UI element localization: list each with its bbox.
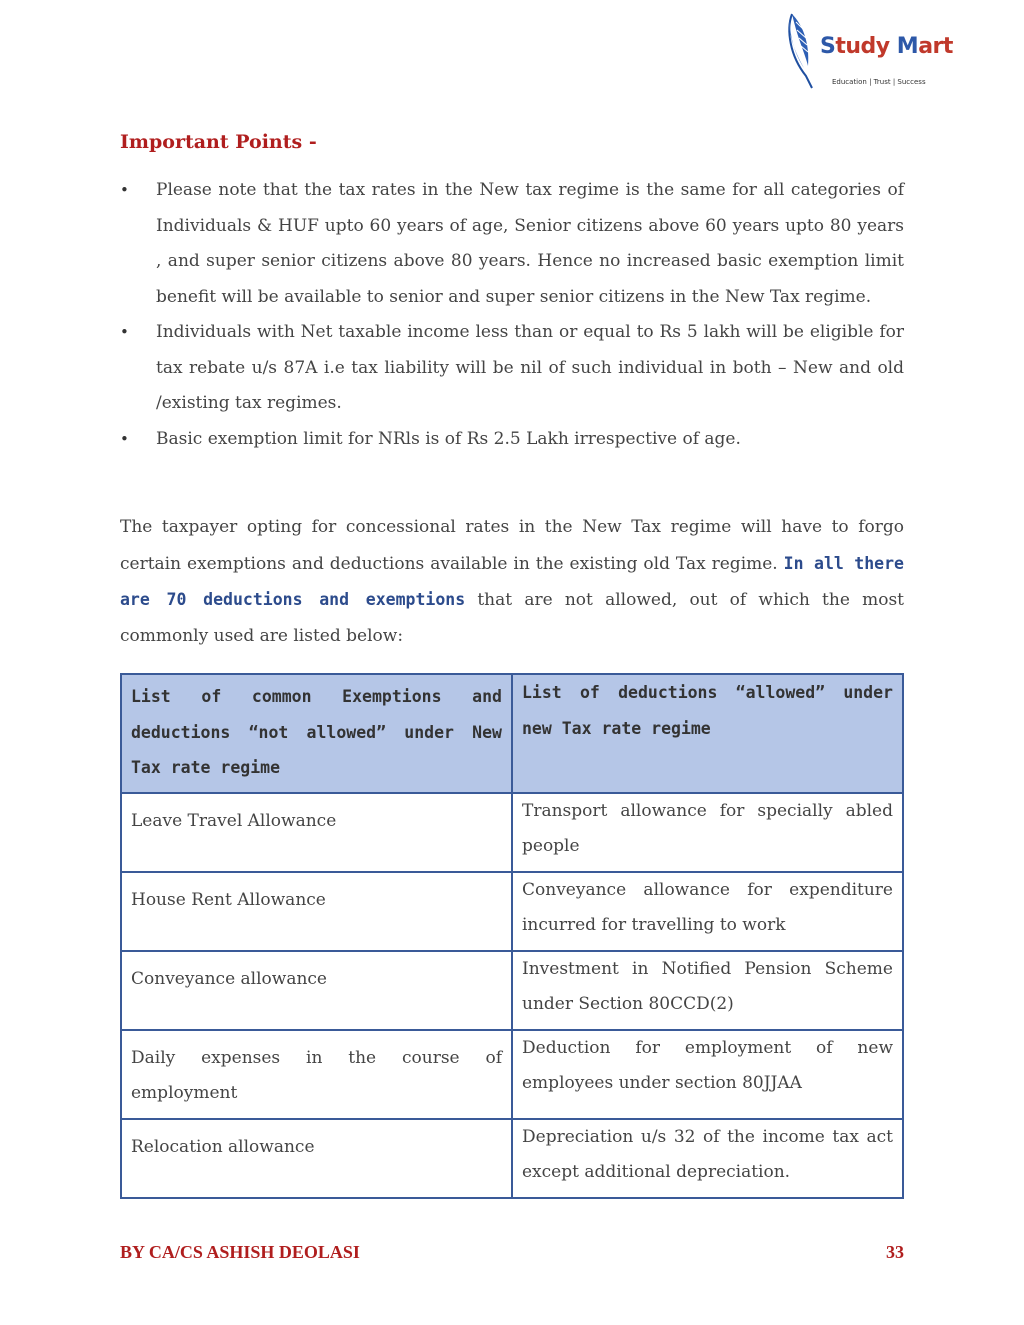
cell-allowed: Depreciation u/s 32 of the income tax act except additional depreciation.	[512, 1119, 903, 1198]
cell-not-allowed: Relocation allowance	[121, 1119, 512, 1198]
study-mart-logo	[784, 10, 964, 90]
page-heading: Important Points -	[120, 131, 317, 153]
list-item	[120, 315, 904, 422]
table-row	[121, 872, 903, 951]
list-item	[120, 173, 904, 315]
cell-not-allowed: House Rent Allowance	[121, 872, 512, 951]
paragraph-text: The taxpayer opting for concessional rates in the New Tax regime will have to forgo certain exemptions and deductions available in the existing old Tax regime.	[120, 517, 904, 574]
table-row	[121, 951, 903, 1030]
list-item-text: Basic exemption limit for NRls is of Rs 2.5 Lakh irrespective of age.	[156, 428, 741, 449]
table-row	[121, 793, 903, 872]
list-item-text: Please note that the tax rates in the New tax regime is the same for all categories of Individuals & HUF upto 60 years of age, Senior citizens above 60 years upto 80 years , and super senior citizens above 80 years. Hence no increased basic exemption limit benefit will be available to senior and super senior citizens in the New Tax regime.	[156, 180, 904, 307]
cell-allowed: Conveyance allowance for expenditure incurred for travelling to work	[512, 872, 903, 951]
logo-tagline: Education | Trust | Success	[832, 78, 926, 86]
page-number: 33	[886, 1242, 904, 1262]
cell-not-allowed: Leave Travel Allowance	[121, 793, 512, 872]
footer-author: BY CA/CS ASHISH DEOLASI	[120, 1242, 360, 1262]
intro-paragraph	[120, 510, 904, 654]
list-item	[120, 422, 904, 458]
table-row	[121, 1030, 903, 1119]
cell-not-allowed: Daily expenses in the course of employment	[121, 1030, 512, 1119]
logo-wordmark: Study Mart	[820, 34, 953, 59]
deductions-table	[120, 673, 904, 1199]
bullet-icon: •	[120, 181, 129, 199]
paragraph-bold-text: In all there are 70 deductions and exemptions	[120, 553, 904, 609]
header-allowed: List of deductions “allowed” under new Tax rate regime	[512, 674, 903, 793]
header-not-allowed: List of common Exemptions and deductions “not allowed” under New Tax rate regime	[121, 674, 512, 793]
table-header-row	[121, 674, 903, 793]
cell-not-allowed: Conveyance allowance	[121, 951, 512, 1030]
cell-allowed: Investment in Notified Pension Scheme under Section 80CCD(2)	[512, 951, 903, 1030]
cell-allowed: Deduction for employment of new employees under section 80JJAA	[512, 1030, 903, 1119]
important-points-list	[120, 173, 904, 457]
list-item-text: Individuals with Net taxable income less than or equal to Rs 5 lakh will be eligible for tax rebate u/s 87A i.e tax liability will be nil of such individual in both – New and old /existing tax regimes.	[156, 322, 904, 413]
paragraph-text: that are not allowed, out of which the most commonly used are listed below:	[120, 590, 905, 646]
table-row	[121, 1119, 903, 1198]
bullet-icon: •	[120, 429, 129, 448]
cell-allowed: Transport allowance for specially abled people	[512, 793, 903, 872]
bullet-icon: •	[120, 323, 129, 341]
